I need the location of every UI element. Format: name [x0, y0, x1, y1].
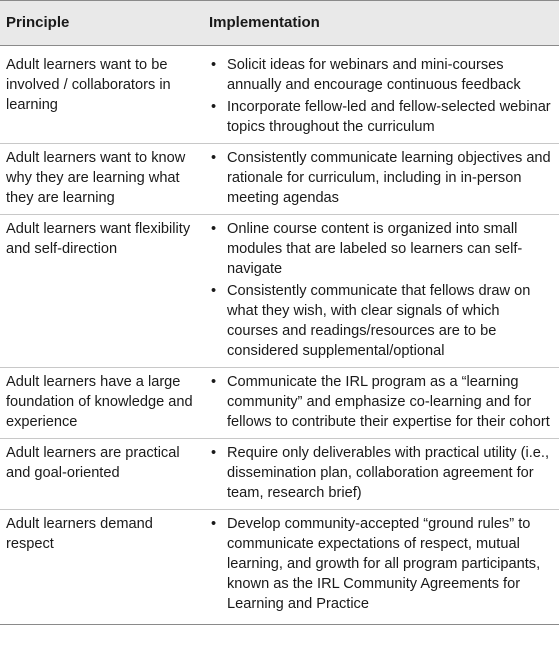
- implementation-cell: [205, 46, 559, 144]
- table-row: [0, 215, 559, 368]
- implementation-list: [205, 443, 553, 503]
- list-item: [205, 281, 553, 361]
- table-row: [0, 46, 559, 144]
- column-header-implementation: Implementation: [205, 1, 559, 46]
- list-item: [205, 443, 553, 503]
- list-item: [205, 219, 553, 279]
- bullet-icon: •: [211, 516, 217, 532]
- principle-cell: Adult learners demand respect: [0, 510, 205, 625]
- bullet-icon: •: [211, 99, 217, 115]
- implementation-cell: [205, 439, 559, 510]
- table-row: [0, 510, 559, 625]
- implementation-cell: [205, 144, 559, 215]
- implementation-cell: [205, 215, 559, 368]
- bullet-icon: •: [211, 221, 217, 237]
- implementation-list: [205, 55, 553, 137]
- list-item: [205, 55, 553, 95]
- bullet-icon: •: [211, 445, 217, 461]
- bullet-icon: •: [211, 283, 217, 299]
- list-item: [205, 372, 553, 432]
- principle-cell: Adult learners want flexibility and self-direction: [0, 215, 205, 368]
- implementation-list: [205, 148, 553, 208]
- implementation-cell: [205, 368, 559, 439]
- implementation-list: [205, 219, 553, 361]
- principle-cell: Adult learners are practical and goal-oriented: [0, 439, 205, 510]
- bullet-icon: •: [211, 57, 217, 73]
- principle-cell: Adult learners want to be involved / collaborators in learning: [0, 46, 205, 144]
- list-item: [205, 514, 553, 614]
- implementation-list: [205, 514, 553, 614]
- principle-cell: Adult learners want to know why they are learning what they are learning: [0, 144, 205, 215]
- list-item-text: Consistently communicate learning objectives and rationale for curriculum, including in in-person meeting agendas: [227, 150, 551, 206]
- table-body: [0, 46, 559, 625]
- table-row: [0, 368, 559, 439]
- list-item-text: Solicit ideas for webinars and mini-courses annually and encourage continuous feedback: [227, 57, 521, 93]
- list-item-text: Communicate the IRL program as a “learning community” and emphasize co-learning and for fellows to contribute their expertise for their cohort: [227, 374, 550, 430]
- list-item: [205, 97, 553, 137]
- implementation-list: [205, 372, 553, 432]
- list-item-text: Develop community-accepted “ground rules” to communicate expectations of respect, mutual learning, and growth for all program participants, known as the IRL Community Agreements for Learning and Practice: [227, 516, 541, 612]
- table-row: [0, 144, 559, 215]
- table-row: [0, 439, 559, 510]
- bullet-icon: •: [211, 374, 217, 390]
- list-item-text: Consistently communicate that fellows draw on what they wish, with clear signals of which courses and readings/resources are to be considered supplemental/optional: [227, 283, 531, 359]
- bullet-icon: •: [211, 150, 217, 166]
- list-item: [205, 148, 553, 208]
- header-row: [0, 1, 559, 46]
- list-item-text: Require only deliverables with practical utility (i.e., dissemination plan, collaboration agreement for team, research brief): [227, 445, 550, 501]
- implementation-cell: [205, 510, 559, 625]
- principle-cell: Adult learners have a large foundation of knowledge and experience: [0, 368, 205, 439]
- table-header: [0, 1, 559, 46]
- column-header-principle: Principle: [0, 1, 205, 46]
- list-item-text: Online course content is organized into small modules that are labeled so learners can self-navigate: [227, 221, 523, 277]
- list-item-text: Incorporate fellow-led and fellow-selected webinar topics throughout the curriculum: [227, 99, 551, 135]
